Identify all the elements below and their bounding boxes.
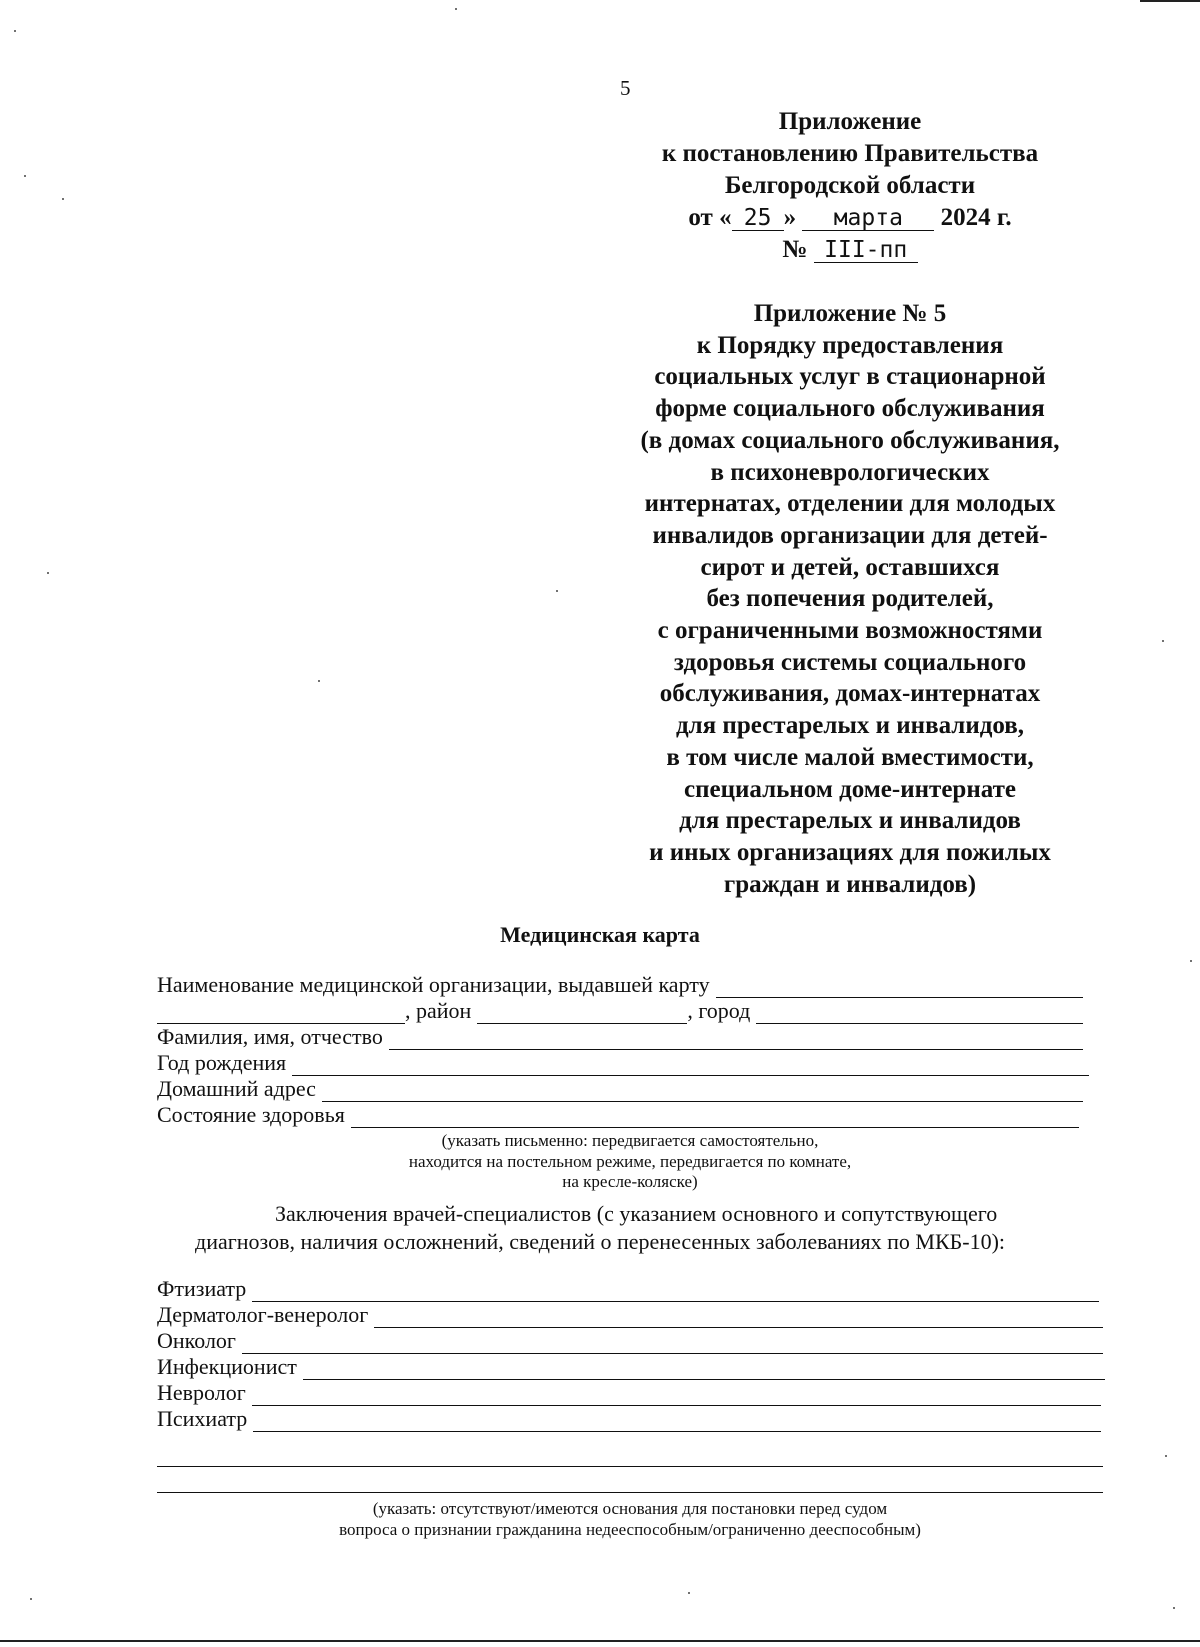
resolution-date <box>620 202 1080 234</box>
number-sign: № <box>782 236 808 263</box>
date-month: марта <box>802 206 934 231</box>
appendix-title: Приложение <box>778 108 922 135</box>
final-note-line: (указать: отсутствуют/имеются основания для постановки перед судом <box>372 1499 888 1518</box>
district-label: , район <box>405 998 472 1023</box>
scan-speck <box>455 8 457 10</box>
specialist-row-dermatovenereologist <box>157 1302 1103 1328</box>
specialist-row-infectionist <box>157 1354 1105 1380</box>
order-line: здоровья системы социального <box>673 648 1027 676</box>
specialist-field[interactable] <box>374 1307 1103 1328</box>
address-label: Домашний адрес <box>157 1076 316 1101</box>
specialist-field[interactable] <box>253 1411 1101 1432</box>
health-note-line: (указать письменно: передвигается самостоятельно, <box>441 1131 819 1150</box>
order-line: форме социального обслуживания <box>655 395 1045 423</box>
specialist-row-psychiatrist <box>157 1406 1101 1432</box>
order-line: без попечения родителей, <box>706 585 994 613</box>
card-title: Медицинская карта <box>500 922 700 947</box>
final-note <box>157 1499 1103 1540</box>
scan-speck <box>1165 1455 1167 1457</box>
order-line: для престарелых и инвалидов, <box>675 712 1025 740</box>
district-field[interactable] <box>477 1003 687 1024</box>
final-note-line: вопроса о признании гражданина недееспособным/ограниченно дееспособным) <box>339 1519 921 1539</box>
health-label: Состояние здоровья <box>157 1102 345 1127</box>
order-line: с ограниченными возможностями <box>657 617 1043 645</box>
specialist-label: Онколог <box>157 1328 236 1353</box>
address-field[interactable] <box>322 1081 1083 1102</box>
specialist-label: Психиатр <box>157 1406 248 1431</box>
region-field[interactable] <box>157 1003 405 1024</box>
date-prefix: от « <box>688 204 732 231</box>
order-line: обслуживания, домах-интернатах <box>659 680 1041 708</box>
org-name-field[interactable] <box>716 977 1083 998</box>
scan-speck <box>556 590 558 592</box>
scan-speck <box>688 1592 690 1594</box>
health-field[interactable] <box>351 1107 1079 1128</box>
date-mid: » <box>783 204 797 231</box>
blank-line-2[interactable] <box>157 1470 1103 1493</box>
order-line: Приложение № 5 <box>753 300 947 327</box>
health-note-line: на кресле-коляске) <box>562 1172 698 1191</box>
number-value: III-пп <box>814 238 918 263</box>
fio-field[interactable] <box>389 1029 1083 1050</box>
specialist-label: Невролог <box>157 1380 246 1405</box>
specialist-field[interactable] <box>252 1281 1099 1302</box>
appendix-line-3: Белгородской области <box>724 172 976 199</box>
specialists-conclusions-intro <box>157 1200 1103 1256</box>
blank-line-1[interactable] <box>157 1444 1103 1467</box>
order-line: в психоневрологических <box>710 458 990 486</box>
order-appendix-header <box>600 298 1100 900</box>
scan-speck <box>30 1598 32 1600</box>
scan-speck <box>24 175 26 177</box>
specialist-row-neurologist <box>157 1380 1101 1406</box>
order-line: для престарелых и инвалидов <box>679 807 1021 835</box>
scan-speck <box>1190 960 1192 962</box>
order-line: интернатах, отделении для молодых <box>644 490 1056 518</box>
order-line: инвалидов организации для детей- <box>652 521 1048 549</box>
city-field[interactable] <box>756 1003 1083 1024</box>
specialist-label: Фтизиатр <box>157 1276 247 1301</box>
scan-speck <box>47 572 49 574</box>
scan-speck <box>1173 1607 1175 1609</box>
fio-label: Фамилия, имя, отчество <box>157 1024 383 1049</box>
order-line: социальных услуг в стационарной <box>654 363 1046 391</box>
specialist-label: Дерматолог-венеролог <box>157 1302 369 1327</box>
fio-row <box>157 1024 1083 1050</box>
page-number: 5 <box>620 76 631 100</box>
scan-speck <box>14 30 16 32</box>
scan-speck <box>1162 640 1164 642</box>
conclusions-line-1: Заключения врачей-специалистов (с указанием основного и сопутствующего <box>275 1201 998 1226</box>
order-line: (в домах социального обслуживания, <box>640 426 1060 454</box>
specialist-row-phthisiatrician <box>157 1276 1099 1302</box>
order-line: сирот и детей, оставшихся <box>700 553 1000 581</box>
order-line: специальном доме-интернате <box>684 775 1016 803</box>
birth-row <box>157 1050 1089 1076</box>
city-label: , город <box>687 998 751 1023</box>
scan-speck <box>318 680 320 682</box>
scan-edge-bottom <box>0 1640 1200 1642</box>
date-year: 2024 г. <box>940 204 1012 231</box>
health-note-line: находится на постельном режиме, передвигается по комнате, <box>408 1151 852 1171</box>
org-name-label: Наименование медицинской организации, выдавшей карту <box>157 972 710 997</box>
conclusions-line-2: диагнозов, наличия осложнений, сведений о перенесенных заболеваниях по МКБ-10): <box>195 1229 1006 1254</box>
specialist-field[interactable] <box>303 1359 1105 1380</box>
order-line: и иных организациях для пожилых <box>649 838 1051 866</box>
order-line: граждан и инвалидов) <box>723 870 977 898</box>
location-row <box>157 998 1083 1024</box>
address-row <box>157 1076 1083 1102</box>
specialist-label: Инфекционист <box>157 1354 297 1379</box>
scan-speck <box>62 198 64 200</box>
resolution-appendix-header <box>620 106 1080 266</box>
org-name-row <box>157 972 1083 998</box>
specialist-field[interactable] <box>252 1385 1101 1406</box>
date-day: 25 <box>732 206 784 231</box>
order-line: в том числе малой вместимости, <box>666 743 1034 771</box>
appendix-line-2: к постановлению Правительства <box>661 140 1039 167</box>
birth-label: Год рождения <box>157 1050 287 1075</box>
specialist-field[interactable] <box>242 1333 1103 1354</box>
health-row <box>157 1102 1079 1128</box>
health-note <box>157 1131 1103 1193</box>
order-line: к Порядку предоставления <box>696 331 1004 359</box>
specialist-row-oncologist <box>157 1328 1103 1354</box>
resolution-number <box>620 234 1080 266</box>
scan-edge-top <box>1140 0 1200 2</box>
birth-field[interactable] <box>292 1055 1089 1076</box>
